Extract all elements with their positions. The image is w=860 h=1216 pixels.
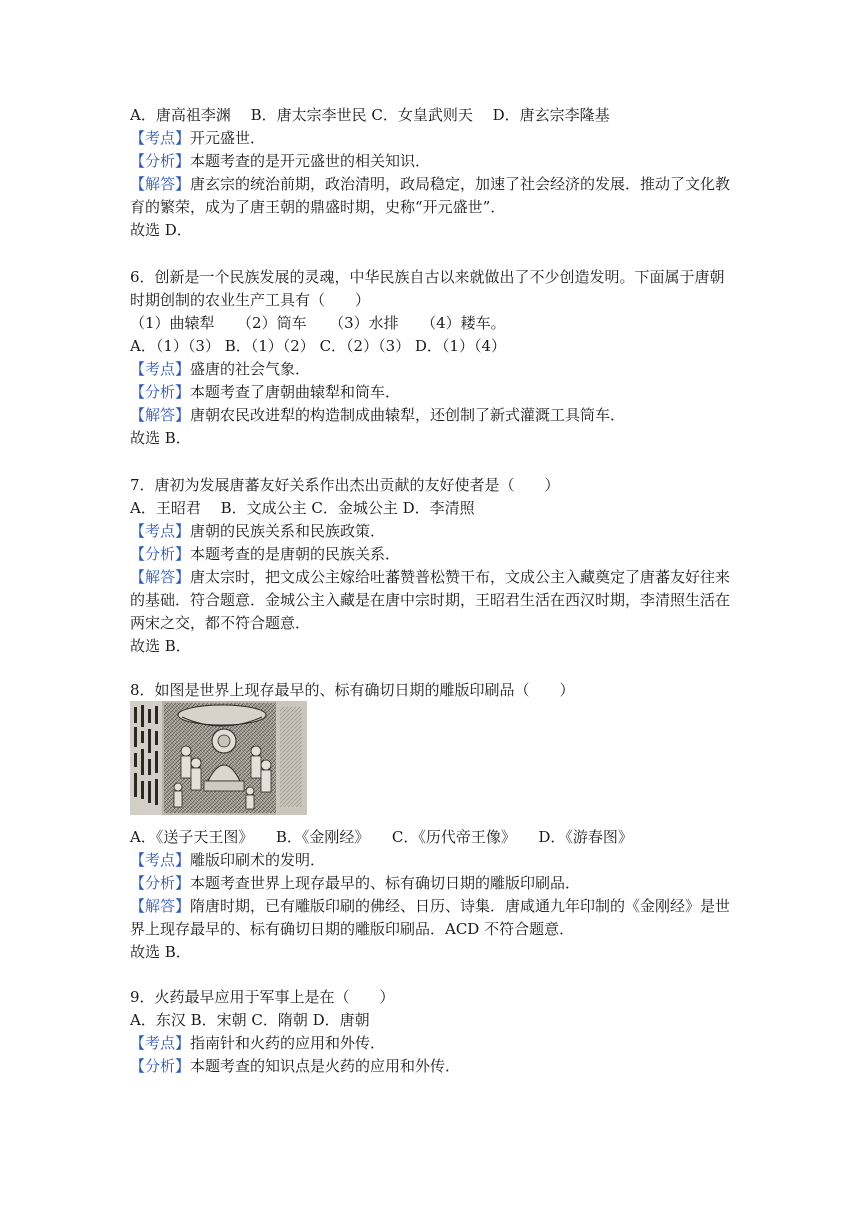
q7-options: A．王昭君 B．文成公主 C．金城公主 D．李清照 [130,499,475,517]
jieda-text: 唐朝农民改进犁的构造制成曲辕犁，还创制了新式灌溉工具筒车． [190,406,626,424]
q5-answer: 故选 D． [130,221,192,239]
q6-kaodian [130,358,750,380]
q6-fenxi [130,381,750,403]
q8-jieda-cont: 界上现存最早的、标有确切日期的雕版印刷品．ACD 不符合题意． [130,920,575,938]
q7-jieda-cont2: 两宋之交，都不符合题意． [130,614,311,632]
q6-answer: 故选 B． [130,429,191,447]
kaodian-text: 开元盛世． [190,129,266,147]
kaodian-tag: 【考点】 [130,129,191,147]
jieda-tag: 【解答】 [130,897,191,915]
kaodian-tag: 【考点】 [130,522,191,540]
jieda-tag: 【解答】 [130,568,191,586]
q7-jieda-cont: 的基础．符合题意．金城公主入藏是在唐中宗时期，王昭君生活在西汉时期，李清照生活在 [130,591,731,609]
fenxi-tag: 【分析】 [130,383,191,401]
q8-jieda [130,895,750,917]
q8-fenxi [130,872,750,894]
fenxi-tag: 【分析】 [130,152,191,170]
kaodian-text: 盛唐的社会气象． [190,360,311,378]
kaodian-text: 唐朝的民族关系和民族政策． [190,522,386,540]
jieda-text: 隋唐时期，已有雕版印刷的佛经、日历、诗集．唐咸通九年印制的《金刚经》是世 [190,897,731,915]
kaodian-tag: 【考点】 [130,1034,191,1052]
q9-fenxi [130,1055,750,1077]
fenxi-text: 本题考查世界上现存最早的、标有确切日期的雕版印刷品． [190,874,581,892]
q6-stem: 6．创新是一个民族发展的灵魂，中华民族自古以来就做出了不少创造发明。下面属于唐朝 [130,268,725,286]
fenxi-text: 本题考查了唐朝曲辕犁和筒车． [190,383,401,401]
kaodian-text: 指南针和火药的应用和外传． [190,1034,386,1052]
q6-options: A．（1）（3） B．（1）（2） C．（2）（3） D．（1）（4） [130,337,507,355]
q8-kaodian [130,849,750,871]
kaodian-tag: 【考点】 [130,360,191,378]
kaodian-text: 雕版印刷术的发明． [190,851,326,869]
woodblock-print-illustration [130,701,307,815]
q7-answer: 故选 B． [130,637,191,655]
q6-jieda [130,404,750,426]
fenxi-text: 本题考查的是开元盛世的相关知识． [190,152,431,170]
jieda-text: 唐太宗时，把文成公主嫁给吐蕃赞普松赞干布，文成公主入藏奠定了唐蕃友好往来 [190,568,731,586]
q9-stem: 9．火药最早应用于军事上是在（ ） [130,988,395,1006]
q6-stem-cont: 时期创制的农业生产工具有（ ） [130,291,371,309]
fenxi-tag: 【分析】 [130,545,191,563]
q9-options: A．东汉 B．宋朝 C．隋朝 D．唐朝 [130,1011,370,1029]
q5-kaodian [130,127,750,149]
q7-jieda [130,566,750,588]
jieda-tag: 【解答】 [130,406,191,424]
q5-jieda-cont: 育的繁荣，成为了唐王朝的鼎盛时期，史称“开元盛世”． [130,198,506,216]
q9-kaodian [130,1032,750,1054]
kaodian-tag: 【考点】 [130,851,191,869]
q5-options: A．唐高祖李渊 B．唐太宗李世民 C．女皇武则天 D．唐玄宗李隆基 [130,106,610,124]
q8-options: A．《送子天王图》 B．《金刚经》 C．《历代帝王像》 D．《游春图》 [130,828,633,846]
diamond-sutra-print-image [130,701,307,815]
q8-stem: 8．如图是世界上现存最早的、标有确切日期的雕版印刷品（ ） [130,681,575,699]
fenxi-text: 本题考查的是唐朝的民族关系． [190,545,401,563]
q6-items: （1）曲辕犁 （2）筒车 （3）水排 （4）耧车。 [130,314,506,332]
jieda-tag: 【解答】 [130,175,191,193]
q7-kaodian [130,520,750,542]
fenxi-tag: 【分析】 [130,874,191,892]
q8-answer: 故选 B． [130,943,191,961]
q5-jieda [130,173,750,195]
fenxi-tag: 【分析】 [130,1057,191,1075]
q7-fenxi [130,543,750,565]
q7-stem: 7．唐初为发展唐蕃友好关系作出杰出贡献的友好使者是（ ） [130,476,560,494]
q5-fenxi [130,150,750,172]
fenxi-text: 本题考查的知识点是火药的应用和外传． [190,1057,461,1075]
jieda-text: 唐玄宗的统治前期，政治清明，政局稳定，加速了社会经济的发展．推动了文化教 [190,175,731,193]
